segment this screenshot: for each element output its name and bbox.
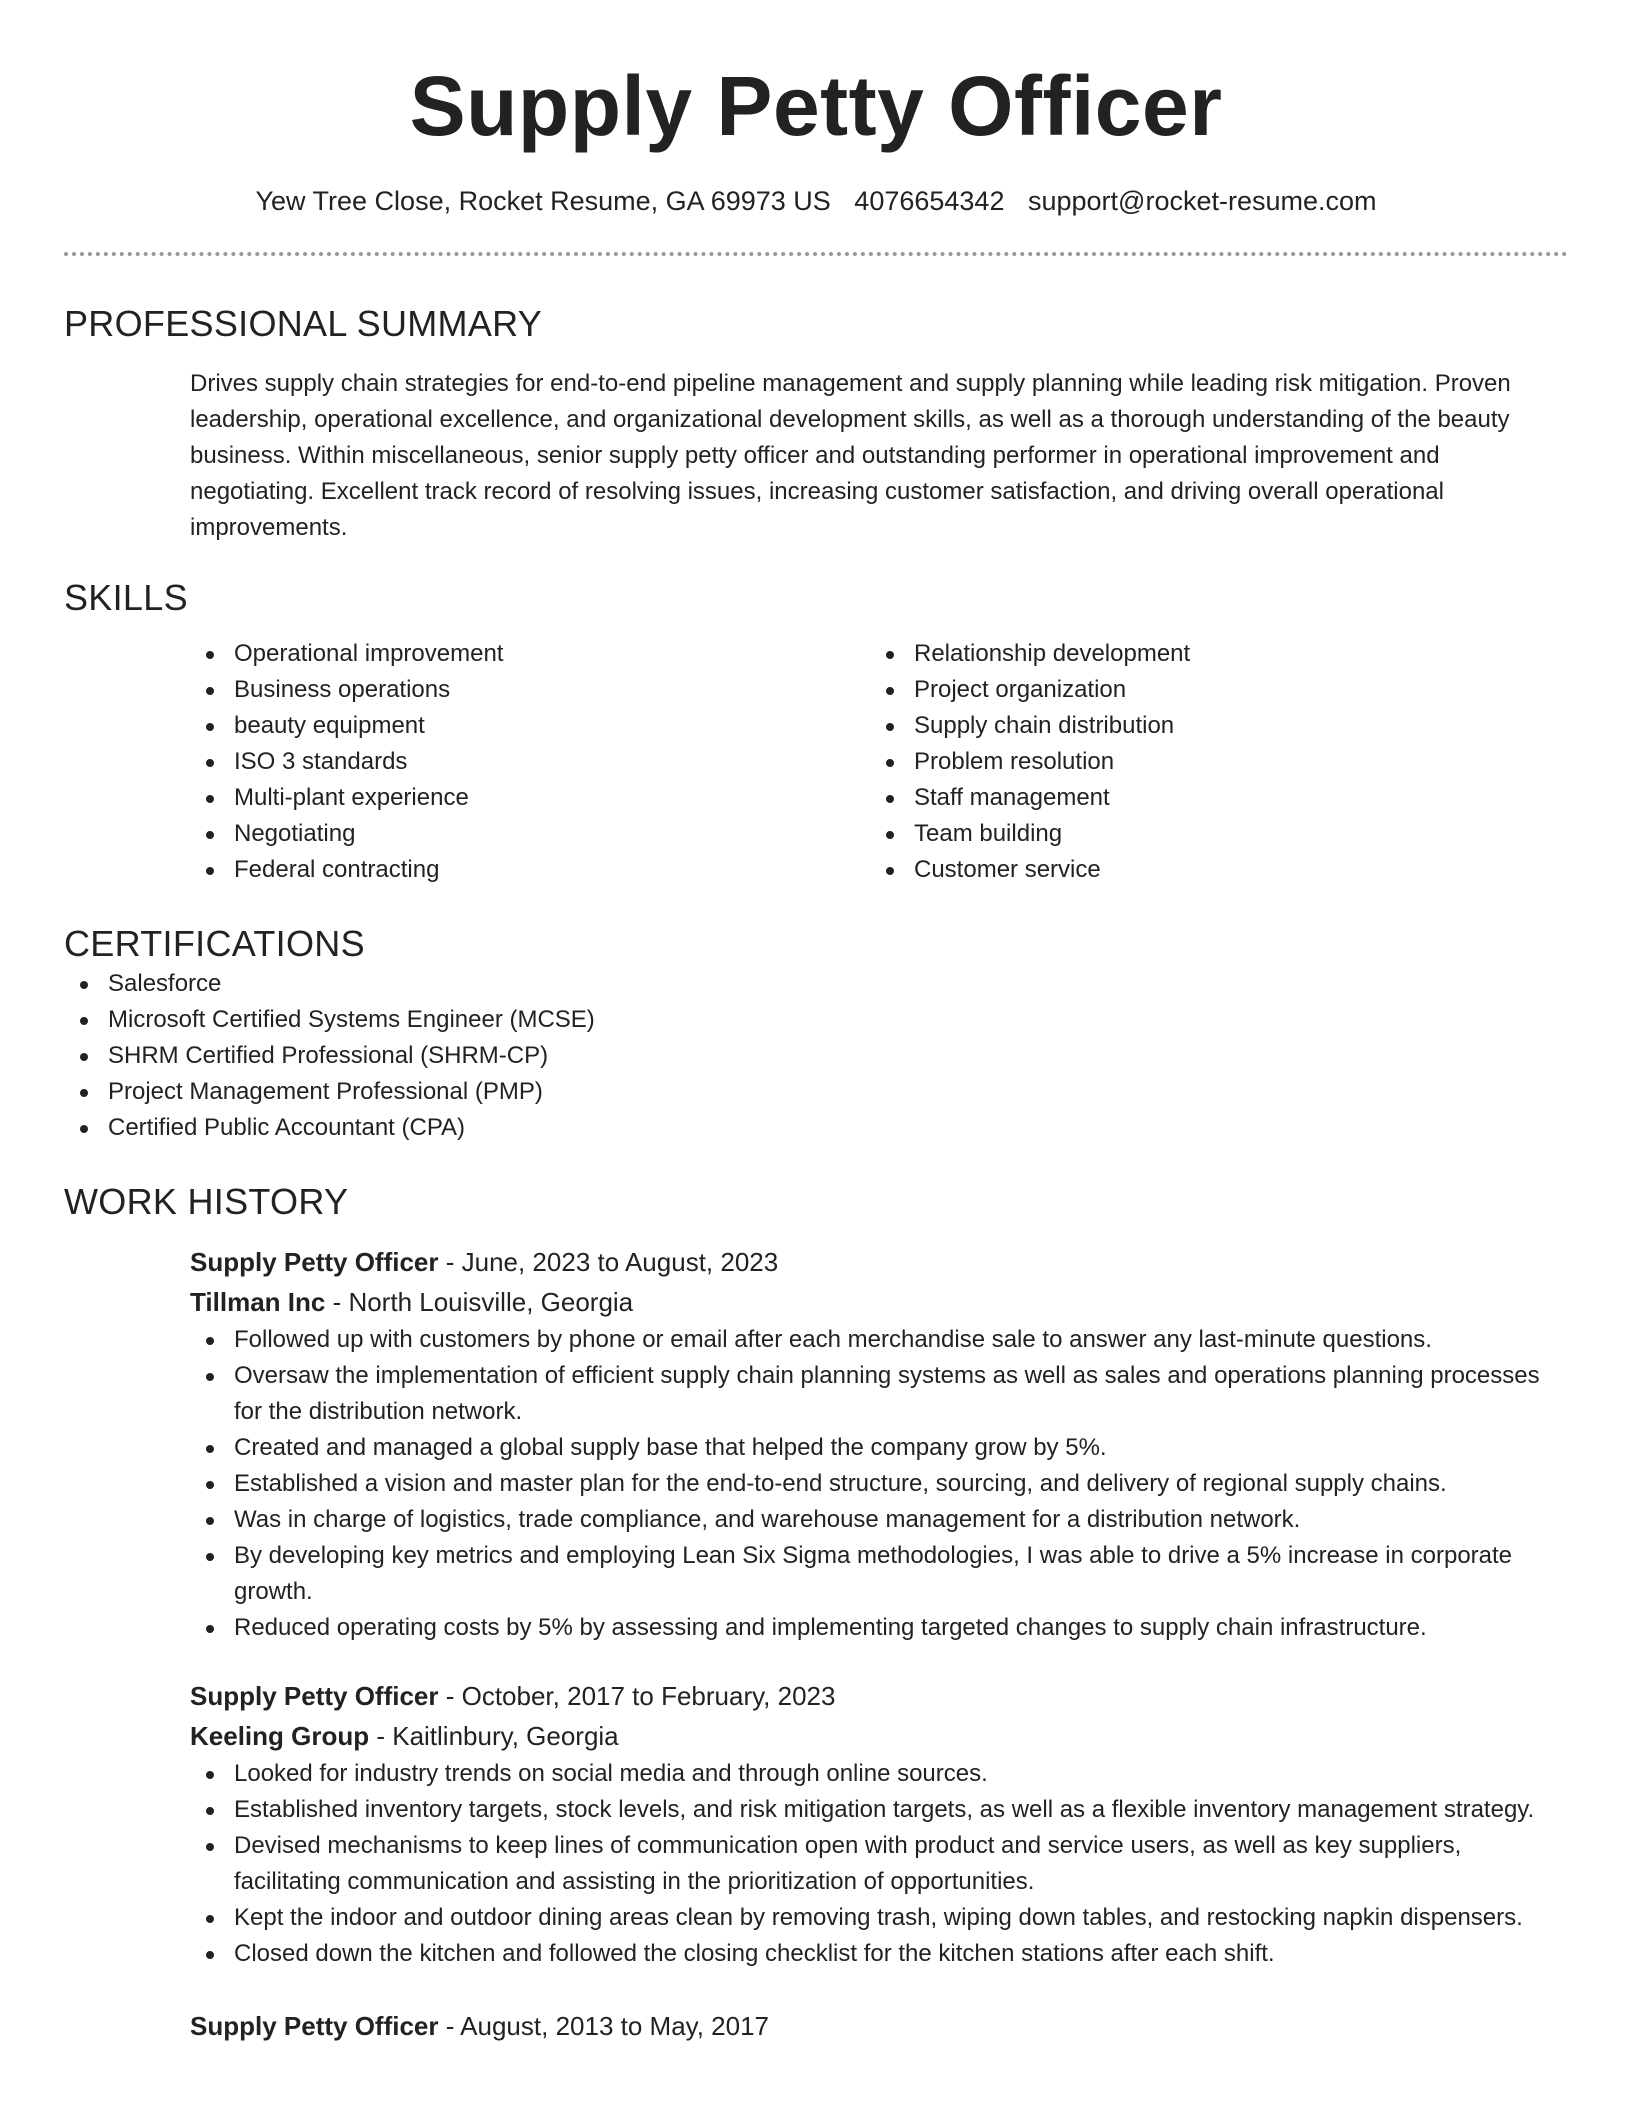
job-title-line [190,1676,1568,1716]
job-duty: Looked for industry trends on social media and through online sources. [190,1756,1568,1792]
resume-name: Supply Petty Officer [409,59,1223,153]
skill-item: Team building [870,816,1550,852]
job-duty: Was in charge of logistics, trade compliance, and warehouse management for a distribution network. [190,1502,1568,1538]
skills-list-left [190,636,870,888]
skills-section [64,576,1568,888]
contact-phone: 4076654342 [854,186,1005,216]
summary-section [64,302,1568,546]
skill-item: Staff management [870,780,1550,816]
skill-item: Project organization [870,672,1550,708]
job-location: - Kaitlinbury, Georgia [369,1721,619,1751]
job-duty: Devised mechanisms to keep lines of communication open with product and service users, as well as key suppliers, facilitating communication and assisting in the prioritization of opportunities. [190,1828,1568,1900]
job-duty: Closed down the kitchen and followed the closing checklist for the kitchen stations after each shift. [190,1936,1568,1972]
skill-item: Relationship development [870,636,1550,672]
contact-line [64,184,1568,218]
skill-item: Customer service [870,852,1550,888]
job-duties-list [190,1756,1568,1972]
job-duties-list [190,1322,1568,1646]
job-location: - North Louisville, Georgia [325,1287,634,1317]
job-duty: Created and managed a global supply base that helped the company grow by 5%. [190,1430,1568,1466]
skill-item: Problem resolution [870,744,1550,780]
job-title-line [190,1242,1568,1282]
job-duty: Established a vision and master plan for the end-to-end structure, sourcing, and delivery of regional supply chains. [190,1466,1568,1502]
certification-item: Salesforce [64,966,1568,1002]
job-entry [190,1242,1568,1646]
job-dates: - June, 2023 to August, 2023 [438,1247,779,1277]
skills-heading: SKILLS [64,577,188,618]
job-duty: Reduced operating costs by 5% by assessing and implementing targeted changes to supply chain infrastructure. [190,1610,1568,1646]
skill-item: Negotiating [190,816,870,852]
job-role: Supply Petty Officer [190,1681,439,1711]
job-duty: Established inventory targets, stock levels, and risk mitigation targets, as well as a flexible inventory management strategy. [190,1792,1568,1828]
job-company: Keeling Group [190,1721,370,1751]
contact-address: Yew Tree Close, Rocket Resume, GA 69973 US [255,186,831,216]
resume-page [64,0,1568,2046]
skill-item: Supply chain distribution [870,708,1550,744]
skill-item: Business operations [190,672,870,708]
job-duty: By developing key metrics and employing Lean Six Sigma methodologies, I was able to drive a 5% increase in corporate growth. [190,1538,1568,1610]
certifications-list [64,966,1568,1146]
job-duty: Oversaw the implementation of efficient supply chain planning systems as well as sales and operations planning processes for the distribution network. [190,1358,1568,1430]
job-dates: - October, 2017 to February, 2023 [438,1681,836,1711]
certifications-section [64,922,1568,1146]
summary-text: Drives supply chain strategies for end-to-end pipeline management and supply planning while leading risk mitigation. Proven leadership, operational excellence, and organizational development skills, as well as a thorough understanding of the beauty business. Within miscellaneous, senior supply petty officer and outstanding performer in operational improvement and negotiating. Excellent track record of resolving issues, increasing customer satisfaction, and driving overall operational improvements. [190,370,1511,541]
certification-item: Project Management Professional (PMP) [64,1074,1568,1110]
skill-item: Operational improvement [190,636,870,672]
job-dates: - August, 2013 to May, 2017 [438,2011,770,2041]
skills-columns [190,636,1568,888]
contact-email: support@rocket-resume.com [1027,186,1377,216]
work-history-section [64,1180,1568,2046]
job-company: Tillman Inc [190,1287,326,1317]
job-duty: Kept the indoor and outdoor dining areas clean by removing trash, wiping down tables, and restocking napkin dispensers. [190,1900,1568,1936]
skill-item: beauty equipment [190,708,870,744]
job-company-line [190,1282,1568,1322]
certification-item: SHRM Certified Professional (SHRM-CP) [64,1038,1568,1074]
job-role: Supply Petty Officer [190,2011,439,2041]
job-entry [190,2006,1568,2046]
skill-item: Federal contracting [190,852,870,888]
job-duty: Followed up with customers by phone or email after each merchandise sale to answer any last-minute questions. [190,1322,1568,1358]
certifications-heading: CERTIFICATIONS [64,923,365,964]
job-company-line [190,1716,1568,1756]
skill-item: Multi-plant experience [190,780,870,816]
job-entry [190,1676,1568,1972]
skills-list-right [870,636,1550,888]
work-history-heading: WORK HISTORY [64,1181,349,1222]
certification-item: Microsoft Certified Systems Engineer (MCSE) [64,1002,1568,1038]
job-role: Supply Petty Officer [190,1247,439,1277]
certification-item: Certified Public Accountant (CPA) [64,1110,1568,1146]
header-divider [64,252,1568,256]
skill-item: ISO 3 standards [190,744,870,780]
job-title-line [190,2006,1568,2046]
summary-heading: PROFESSIONAL SUMMARY [64,303,543,344]
